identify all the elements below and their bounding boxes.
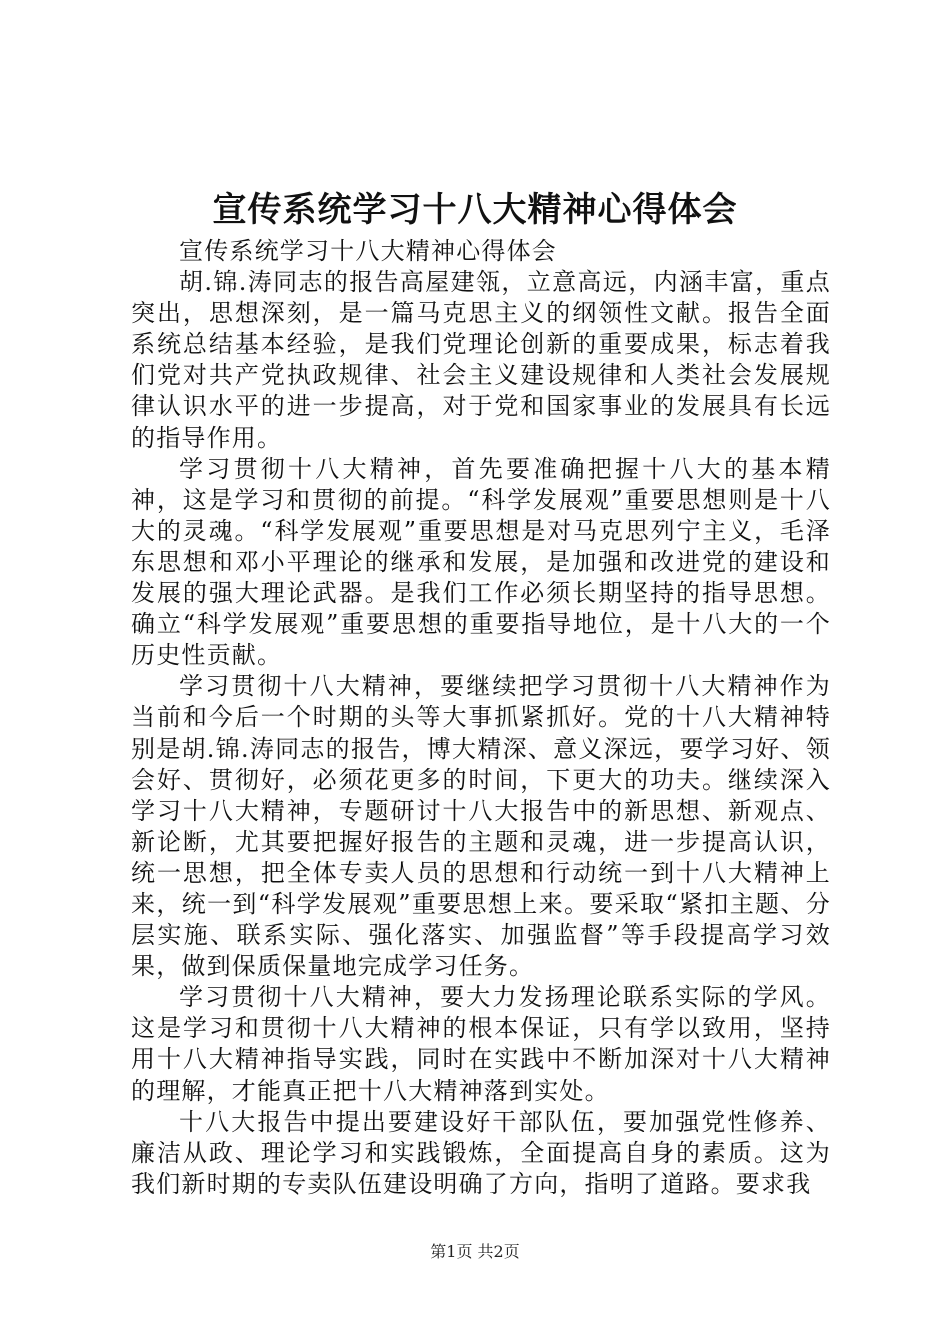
body-paragraph: 胡.锦.涛同志的报告高屋建瓴，立意高远，内涵丰富，重点突出，思想深刻，是一篇马克思主义的纲领性文献。报告全面系统总结基本经验，是我们党理论创新的重要成果，标志着我们党对共产党执政规律、社会主义建设规律和人类社会发展规律认识水平的进一步提高，对于党和国家事业的发展具有长远的指导作用。 (131, 268, 831, 452)
body-paragraph: 学习贯彻十八大精神，首先要准确把握十八大的基本精神，这是学习和贯彻的前提。“科学发展观”重要思想则是十八大的灵魂。“科学发展观”重要思想是对马克思列宁主义，毛泽东思想和邓小平理论的继承和发展，是加强和改进党的建设和发展的强大理论武器。是我们工作必须长期坚持的指导思想。确立“科学发展观”重要思想的重要指导地位，是十八大的一个历史性贡献。 (131, 454, 831, 670)
subtitle-paragraph: 宣传系统学习十八大精神心得体会 (179, 237, 557, 265)
body-paragraph: 十八大报告中提出要建设好干部队伍，要加强党性修养、廉洁从政、理论学习和实践锻炼，全面提高自身的素质。这为我们新时期的专卖队伍建设明确了方向，指明了道路。要求我 (131, 1107, 831, 1198)
body-paragraph: 学习贯彻十八大精神，要继续把学习贯彻十八大精神作为当前和今后一个时期的头等大事抓紧抓好。党的十八大精神特别是胡.锦.涛同志的报告，博大精深、意义深远，要学习好、领会好、贯彻好，必须花更多的时间，下更大的功夫。继续深入学习十八大精神，专题研讨十八大报告中的新思想、新观点、新论断，尤其要把握好报告的主题和灵魂，进一步提高认识，统一思想，把全体专卖人员的思想和行动统一到十八大精神上来，统一到“科学发展观”重要思想上来。要采取“紧扣主题、分层实施、联系实际、强化落实、加强监督”等手段提高学习效果，做到保质保量地完成学习任务。 (131, 672, 831, 981)
body-paragraph: 学习贯彻十八大精神，要大力发扬理论联系实际的学风。这是学习和贯彻十八大精神的根本保证，只有学以致用，坚持用十八大精神指导实践，同时在实践中不断加深对十八大精神的理解，才能真正把十八大精神落到实处。 (131, 983, 831, 1105)
document-title: 宣传系统学习十八大精神心得体会 (212, 190, 738, 230)
page-footer: 第1页 共2页 (430, 1242, 520, 1261)
document-body (131, 236, 831, 1200)
